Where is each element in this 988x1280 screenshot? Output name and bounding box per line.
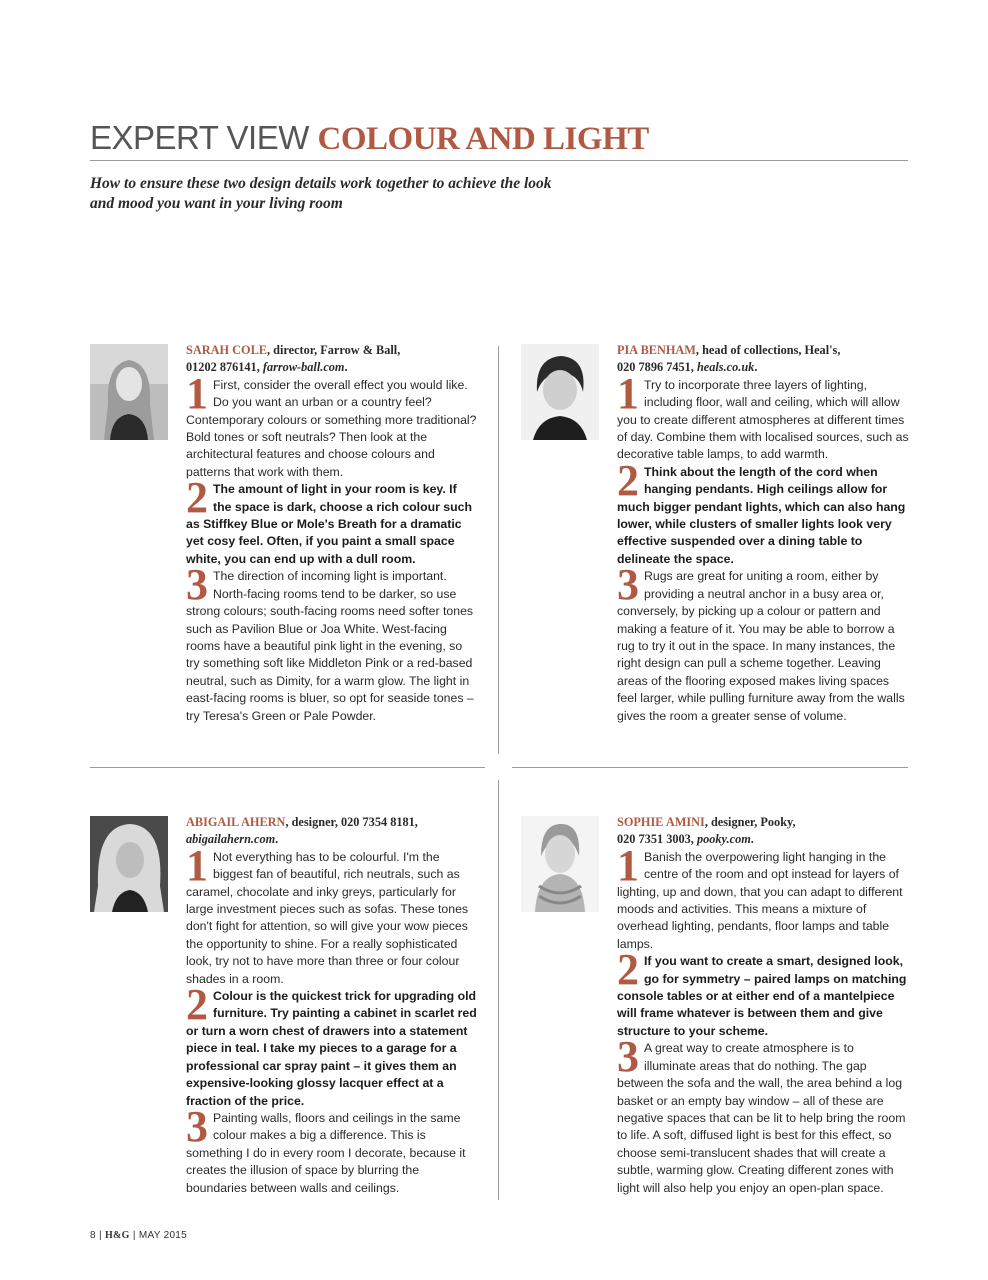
expert-pia-benham xyxy=(617,342,909,725)
tip-text: Try to incorporate three layers of lighting, including floor, wall and ceiling, which will allow you to create different atmospheres at different times of day. Combine them with localised sources, such as decorative table lamps, to add warmth. xyxy=(617,377,909,462)
issue-date: MAY 2015 xyxy=(138,1230,188,1241)
standfirst: How to ensure these two design details work together to achieve the look and mood you want in your living room xyxy=(90,175,552,212)
expert-role: , designer, 020 7354 8181, xyxy=(285,815,418,829)
footer-separator: | xyxy=(132,1230,136,1241)
tip xyxy=(617,455,909,568)
expert-role: , designer, Pooky, xyxy=(704,815,796,829)
expert-website-link[interactable]: abigailahern.com xyxy=(186,832,276,847)
portrait-pia-benham-image xyxy=(521,344,599,440)
tip-number: 3 xyxy=(186,560,208,610)
tip xyxy=(617,1032,909,1197)
row-divider-left xyxy=(90,767,485,768)
tip xyxy=(186,980,478,1110)
tip-text: Think about the length of the cord when hanging pendants. High ceilings allow for much bigger pendant lights, which can also hang lower, while clusters of smaller lights look very effective suspended over a dining table to delineate the space. xyxy=(617,464,906,566)
expert-website-link[interactable]: farrow-ball.com xyxy=(262,360,345,375)
expert-name: SARAH COLE xyxy=(186,343,267,357)
tip-text: Banish the overpowering light hanging in the centre of the room and opt instead for layers of lighting, up and down, that you can adapt to different moods and activities. This means a mixture of overhead lighting, pendants, floor lamps and table lamps. xyxy=(617,849,903,951)
tip-number: 3 xyxy=(186,1101,208,1151)
byline xyxy=(617,814,909,849)
tip xyxy=(617,945,909,1040)
expert-phone: 020 7351 3003, xyxy=(617,832,697,847)
tip xyxy=(186,473,478,568)
page-footer xyxy=(90,1230,187,1241)
tip xyxy=(617,368,909,464)
tip-number: 3 xyxy=(617,1032,639,1082)
byline xyxy=(617,342,909,377)
tip xyxy=(186,368,478,481)
portrait-abigail-ahern-image xyxy=(90,816,168,912)
row-divider-right xyxy=(512,767,908,768)
expert-name: PIA BENHAM xyxy=(617,343,696,357)
tip-number: 1 xyxy=(617,840,639,890)
tip-text: The amount of light in your room is key. If the space is dark, choose a rich colour such as Stiffkey Blue or Mole's Breath for a dramatic yet cosy feel. Often, if you paint a small space white, you can end up with a dull room. xyxy=(186,482,473,566)
portrait-sarah-cole-image xyxy=(90,344,168,440)
byline-end: . xyxy=(750,832,754,847)
tip xyxy=(617,560,909,725)
tip-text: Colour is the quickest trick for upgrading old furniture. Try painting a cabinet in scarlet red or turn a worn chest of drawers into a statement piece in teal. I take my pieces to a garage for a professional car spray paint – it gives them an expensive-looking glossy lacquer effect at a fraction of the price. xyxy=(186,989,477,1108)
title-rule xyxy=(90,160,908,161)
portrait-sophie-amini-image xyxy=(521,816,599,912)
magazine-logo: H&G xyxy=(104,1230,130,1241)
expert-website-link[interactable]: heals.co.uk xyxy=(696,360,755,375)
expert-name: ABIGAIL AHERN xyxy=(186,815,286,829)
tip-text: First, consider the overall effect you would like. Do you want an urban or a country feel? Contemporary colours or something more traditional? Bold tones or soft neutrals? Then look at the architectural features and choose colours and patterns that work with them. xyxy=(186,377,477,479)
title-main: COLOUR AND LIGHT xyxy=(317,121,649,157)
tip-text: If you want to create a smart, designed look, go for symmetry – paired lamps on matching console tables or at either end of a mantelpiece will frame whatever is between them and give structure to your scheme. xyxy=(617,954,907,1038)
byline-end: . xyxy=(275,832,279,847)
footer-separator: | xyxy=(98,1230,102,1241)
expert-sarah-cole xyxy=(186,342,478,725)
portrait-sarah-cole xyxy=(90,344,168,440)
expert-phone: 01202 876141, xyxy=(186,360,263,375)
tip-text: The direction of incoming light is important. North-facing rooms tend to be darker, so use strong colours; south-facing rooms need softer tones such as Pavilion Blue or Joa White. West-facing rooms have a beautiful pink light in the evening, so try something soft like Middleton Pink or a red-based neutral, such as Dimity, for a warm glow. The light in east-facing rooms is bluer, so opt for seaside tones – try Teresa's Green or Pale Powder. xyxy=(186,569,474,723)
tip-text: Painting walls, floors and ceilings in the same colour makes a big a difference. This is something I do in every room I decorate, because it creates the illusion of space by blurring the boundaries between walls and ceilings. xyxy=(186,1110,466,1195)
expert-abigail-ahern xyxy=(186,814,478,1197)
tip-number: 2 xyxy=(617,455,639,505)
portrait-sophie-amini xyxy=(521,816,599,912)
portrait-abigail-ahern xyxy=(90,816,168,912)
expert-role: , head of collections, Heal's, xyxy=(695,343,841,357)
column-divider-bottom xyxy=(498,780,499,1200)
byline xyxy=(186,814,478,849)
expert-name: SOPHIE AMINI xyxy=(617,815,705,829)
page-number: 8 xyxy=(90,1230,96,1241)
expert-phone: 020 7896 7451, xyxy=(617,360,697,375)
page-title xyxy=(90,118,649,160)
expert-sophie-amini xyxy=(617,814,909,1197)
tip-number: 2 xyxy=(186,980,208,1030)
byline-end: . xyxy=(754,360,758,375)
expert-website-link[interactable]: pooky.com xyxy=(696,832,751,847)
tip xyxy=(186,1101,478,1197)
title-kicker: EXPERT VIEW xyxy=(90,119,309,156)
tip-number: 1 xyxy=(617,368,639,418)
tip-number: 2 xyxy=(617,945,639,995)
tip-number: 1 xyxy=(186,368,208,418)
tip-text: Rugs are great for uniting a room, either by providing a neutral anchor in a busy area or, conversely, by picking up a colour or pattern and making a feature of it. You may be able to borrow a rug to try it out in the space. In many instances, the right design can pull a scheme together. Leaving areas of the flooring exposed makes living spaces feel larger, while pulling furniture away from the walls gives the room a greater sense of volume. xyxy=(617,569,905,723)
byline xyxy=(186,342,478,377)
tip-number: 1 xyxy=(186,840,208,890)
tip xyxy=(617,840,909,953)
tip-text: A great way to create atmosphere is to illuminate areas that do nothing. The gap between the sofa and the wall, the area behind a log basket or an empty bay window – all of these are negative spaces that can be lit to help bring the room to life. A soft, diffused light is best for this effect, so choose semi-translucent shades that will create a subtle, warming glow. Creating different zones with light will also help you enjoy an open-plan space. xyxy=(617,1041,906,1195)
portrait-pia-benham xyxy=(521,344,599,440)
byline-end: . xyxy=(344,360,348,375)
tip-text: Not everything has to be colourful. I'm the biggest fan of beautiful, rich neutrals, such as caramel, chocolate and inky greys, particularly for large investment pieces such as sofas. These tones don't fight for attention, so will give your wow pieces the opportunity to shine. For a really sophisticated look, try not to have more than three or four colour shades in a room. xyxy=(186,849,469,986)
tip-number: 2 xyxy=(186,473,208,523)
tip xyxy=(186,560,478,725)
expert-role: , director, Farrow & Ball, xyxy=(266,343,401,357)
column-divider-top xyxy=(498,346,499,754)
tip xyxy=(186,840,478,988)
tip-number: 3 xyxy=(617,560,639,610)
